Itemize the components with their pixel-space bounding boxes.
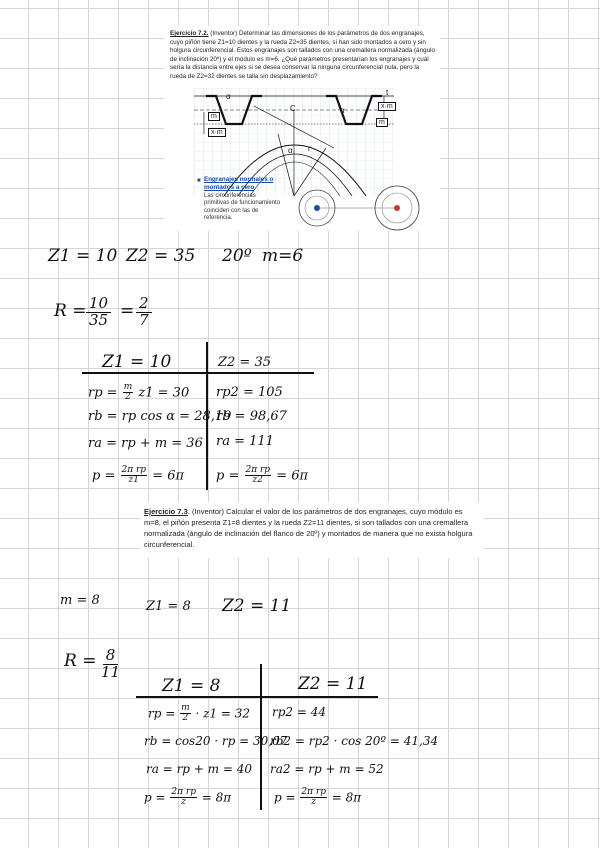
hw2-z1: Z1 = 8 bbox=[146, 599, 191, 614]
hw1-module: m=6 bbox=[262, 246, 304, 266]
hw2-table-col2-header: Z2 = 11 bbox=[298, 674, 368, 694]
exercise-7-3-text bbox=[144, 506, 480, 550]
hw1-col2-row2: rb = 98,67 bbox=[216, 409, 287, 424]
hw1-angle: 20º bbox=[222, 246, 252, 266]
hw2-col2-row3: ra2 = rp + m = 52 bbox=[270, 762, 384, 776]
label-c: C bbox=[290, 104, 296, 113]
hw2-col1-row3: ra = rp + m = 40 bbox=[146, 762, 253, 776]
label-alpha-2: α bbox=[340, 106, 345, 115]
note-title: Engranajes normales o montados a cero bbox=[204, 176, 274, 191]
exercise-7-3-title: Ejercicio 7.3 bbox=[144, 507, 188, 516]
hw2-module: m = 8 bbox=[60, 593, 100, 608]
hw2-ratio-fraction bbox=[98, 648, 123, 681]
hw2-col2-row4: p = $\frac{\text{2π rp}}{z}$ = 8π bbox=[274, 787, 362, 808]
hw2-col2-row1: rp2 = 44 bbox=[272, 705, 327, 719]
hw2-ratio-den: 11 bbox=[101, 662, 121, 681]
exercise-7-3-body: . (Inventor) Calcular el valor de los parámetros de dos engranajes, cuyo módulo es m=8, el piñón presenta Z1=8 dientes y la rueda Z2=11 dientes, si son tallados con una cremallera normalizada (ángulo de inclinación del flanco de 20º) y montados de manera que no exista holgura circunferencial. bbox=[144, 507, 473, 549]
hw1-col2-row3: ra = 111 bbox=[216, 434, 274, 449]
exercise-7-2-title: Ejercicio 7.2. bbox=[170, 30, 209, 37]
label-xm-1: x·m bbox=[208, 128, 226, 137]
exercise-7-2-panel bbox=[164, 26, 440, 231]
hw1-z1: Z1 = 10 bbox=[48, 246, 118, 266]
label-m-2: m bbox=[376, 118, 388, 127]
hw2-col1-row1: rp = $\frac{m}{2}$ · z1 = 32 bbox=[148, 703, 251, 724]
hw1-col1-row4: p = $\frac{\text{2π rp}}{z1}$ = 6π bbox=[92, 465, 185, 486]
hw1-ratio-fraction bbox=[86, 296, 111, 329]
hw2-col2-row2: rb2 = rp2 · cos 20º = 41,34 bbox=[270, 734, 439, 748]
hw1-ratio-res-den: 7 bbox=[139, 310, 149, 329]
label-m-1: m bbox=[208, 112, 220, 121]
hw1-ratio-result bbox=[136, 296, 152, 329]
hw2-col1-row4: p = $\frac{\text{2π rp}}{z}$ = 8π bbox=[144, 787, 232, 808]
label-r: r bbox=[308, 144, 311, 153]
hw1-table-col1-header: Z1 = 10 bbox=[102, 352, 172, 372]
exercise-7-2-text bbox=[170, 30, 436, 82]
label-xm-2: x·m bbox=[378, 102, 396, 111]
label-alpha-1: α bbox=[226, 92, 231, 101]
hw1-z2: Z2 = 35 bbox=[126, 246, 196, 266]
note-arrow-icon: ■ bbox=[197, 178, 201, 184]
hw1-ratio-den: 35 bbox=[89, 310, 109, 329]
hw1-col1-row2: rb = rp cos α = 28,19 bbox=[88, 409, 232, 424]
hw1-table-col2-header: Z2 = 35 bbox=[218, 355, 272, 370]
hw2-ratio-label: R = bbox=[64, 651, 97, 671]
hw1-ratio-num: 10 bbox=[86, 296, 111, 313]
hw2-z2: Z2 = 11 bbox=[222, 596, 292, 616]
hw2-table-hline bbox=[136, 696, 378, 698]
hw2-col1-row2: rb = cos20 · rp = 30,07 bbox=[144, 734, 288, 748]
exercise-7-2-body: (Inventor) Determinar las dimensiones de los parámetros de dos engranajes, cuyo piñón tiene Z1=10 dientes y la rueda Z2=35 dientes, si han sido montados a cero y sin holgura circunferencial. Estos engranajes son tallados con una cremallera normalizada (ángulo de inclinación 20º) y el módulo es m=6. ¿Qué parámetros presentarían los engranajes y cuál sería la distancia entre ejes si se desea conservar la ninguna circunferencial nula, pero la rueda de Z2=32 dientes se talla sin desplazamiento? bbox=[170, 30, 435, 80]
hw2-ratio-num: 8 bbox=[103, 648, 119, 665]
hw1-table-hline bbox=[82, 372, 314, 374]
hw1-col2-row4: p = $\frac{\text{2π rp}}{z2}$ = 6π bbox=[216, 465, 309, 486]
hw2-table-col1-header: Z1 = 8 bbox=[162, 676, 221, 696]
hw1-ratio-label: R = bbox=[54, 301, 87, 321]
label-alpha-3: α bbox=[288, 146, 293, 155]
gear-thumbnail-diagram bbox=[282, 178, 442, 231]
hw1-ratio-equals: = bbox=[120, 301, 135, 321]
label-t: t bbox=[386, 88, 389, 97]
exercise-7-3-panel bbox=[140, 502, 484, 558]
hw1-ratio-res-num: 2 bbox=[136, 296, 152, 313]
note-body: Las circunferencias primitivas de funcionamiento coinciden con las de referencia. bbox=[204, 193, 281, 222]
hw1-col1-row1: rp = $\frac{m}{2}$ z1 = 30 bbox=[88, 382, 190, 403]
hw1-col1-row3: ra = rp + m = 36 bbox=[88, 436, 203, 451]
hw1-col2-row1: rp2 = 105 bbox=[216, 385, 283, 400]
